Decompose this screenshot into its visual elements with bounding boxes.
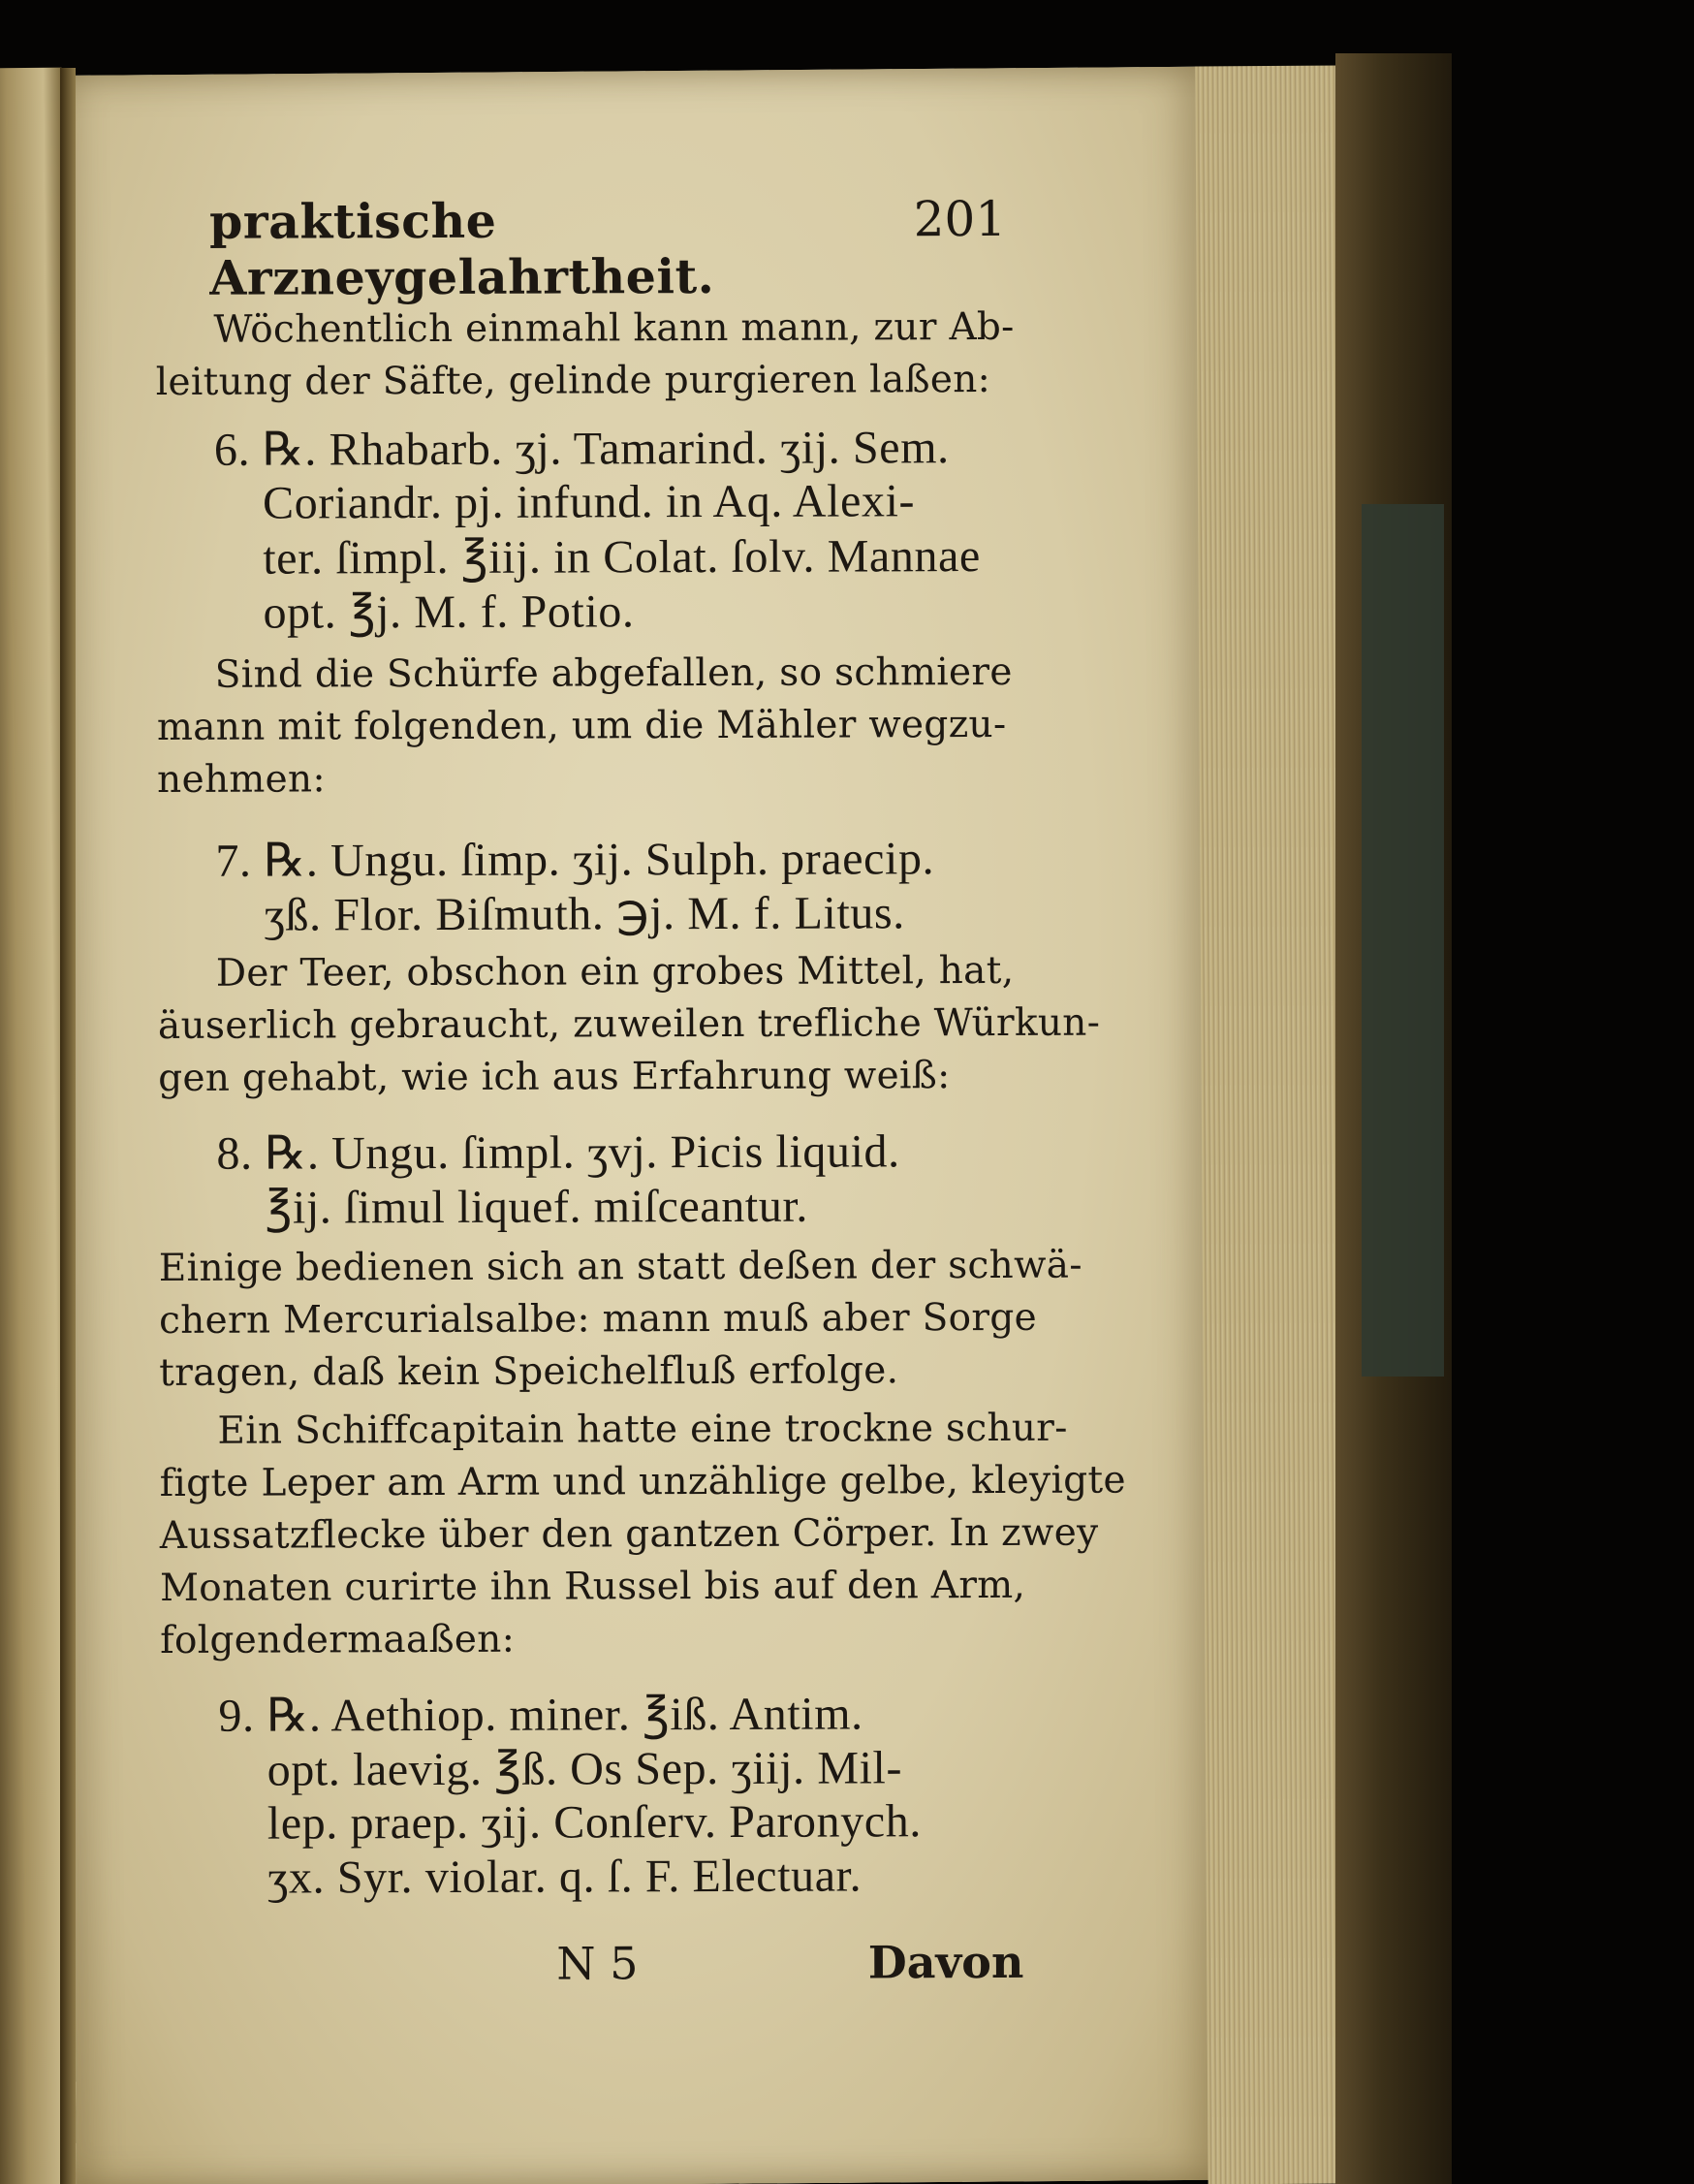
text-line: Wöchentlich einmahl kann mann, zur Ab- bbox=[213, 304, 1015, 352]
catchword: Davon bbox=[867, 1935, 1024, 1989]
text-line: Aussatzflecke über den gantzen Cörper. In zwey bbox=[159, 1510, 1099, 1558]
text-line: chern Mercurialsalbe: mann muß aber Sorge bbox=[158, 1295, 1038, 1343]
signature-mark: N 5 bbox=[556, 1937, 639, 1990]
text-line: tragen, daß kein Speichelfluß erfolge. bbox=[159, 1348, 899, 1395]
page-footer bbox=[161, 1935, 1024, 1997]
page-edges bbox=[1195, 66, 1353, 2184]
text-line: Monaten curirte ihn Russel bis auf den Arm, bbox=[159, 1563, 1026, 1610]
cover-wear bbox=[1362, 504, 1444, 1377]
text-line: ter. ſimpl. ℥iij. in Colat. ſolv. Mannae bbox=[263, 530, 981, 585]
text-line: äuserlich gebraucht, zuweilen trefliche Würkun- bbox=[157, 1000, 1101, 1048]
text-line: 9. ℞. Aethiop. miner. ℥iß. Antim. bbox=[218, 1688, 863, 1742]
text-line: leitung der Säfte, gelinde purgieren laßen: bbox=[155, 357, 991, 404]
text-line: lep. praep. ʒij. Conſerv. Paronych. bbox=[267, 1795, 922, 1850]
book-gutter bbox=[60, 68, 76, 2184]
text-line: ℥ij. ſimul liquef. miſceantur. bbox=[265, 1180, 809, 1234]
text-line: nehmen: bbox=[157, 757, 326, 802]
text-line: 6. ℞. Rhabarb. ʒj. Tamarind. ʒij. Sem. bbox=[213, 422, 950, 476]
text-line: Ein Schiffcapitain hatte eine trockne schur- bbox=[217, 1406, 1068, 1453]
page-text bbox=[155, 190, 1126, 1990]
text-line: figte Leper am Arm und unzählige gelbe, kleyigte bbox=[159, 1458, 1126, 1505]
text-line: mann mit folgenden, um die Mähler wegzu- bbox=[156, 702, 1007, 749]
text-line: gen gehabt, wie ich aus Erfahrung weiß: bbox=[158, 1054, 951, 1100]
running-head: praktische Arzneygelahrtheit. bbox=[208, 192, 715, 306]
text-line: ʒx. Syr. violar. q. ſ. F. Electuar. bbox=[267, 1850, 863, 1904]
text-line: ʒß. Flor. Biſmuth. ℈j. M. f. Litus. bbox=[264, 887, 905, 941]
text-line: Der Teer, obschon ein grobes Mittel, hat, bbox=[215, 948, 1015, 996]
page-header bbox=[155, 190, 1007, 306]
page-number: 201 bbox=[913, 190, 1007, 248]
text-line: Coriandr. pj. infund. in Aq. Alexi- bbox=[263, 475, 916, 529]
text-line: Sind die Schürfe abgefallen, so schmiere bbox=[214, 649, 1013, 697]
text-line: opt. laevig. ℥ß. Os Sep. ʒiij. Mil- bbox=[267, 1742, 903, 1796]
text-line: Einige bedienen sich an statt deßen der schwä- bbox=[158, 1243, 1082, 1290]
text-line: 8. ℞. Ungu. ſimpl. ʒvj. Picis liquid. bbox=[216, 1125, 900, 1180]
text-line: 7. ℞. Ungu. ſimp. ʒij. Sulph. praecip. bbox=[215, 833, 935, 887]
text-line: folgendermaaßen: bbox=[160, 1617, 516, 1662]
text-line: opt. ℥j. M. f. Potio. bbox=[263, 586, 635, 639]
